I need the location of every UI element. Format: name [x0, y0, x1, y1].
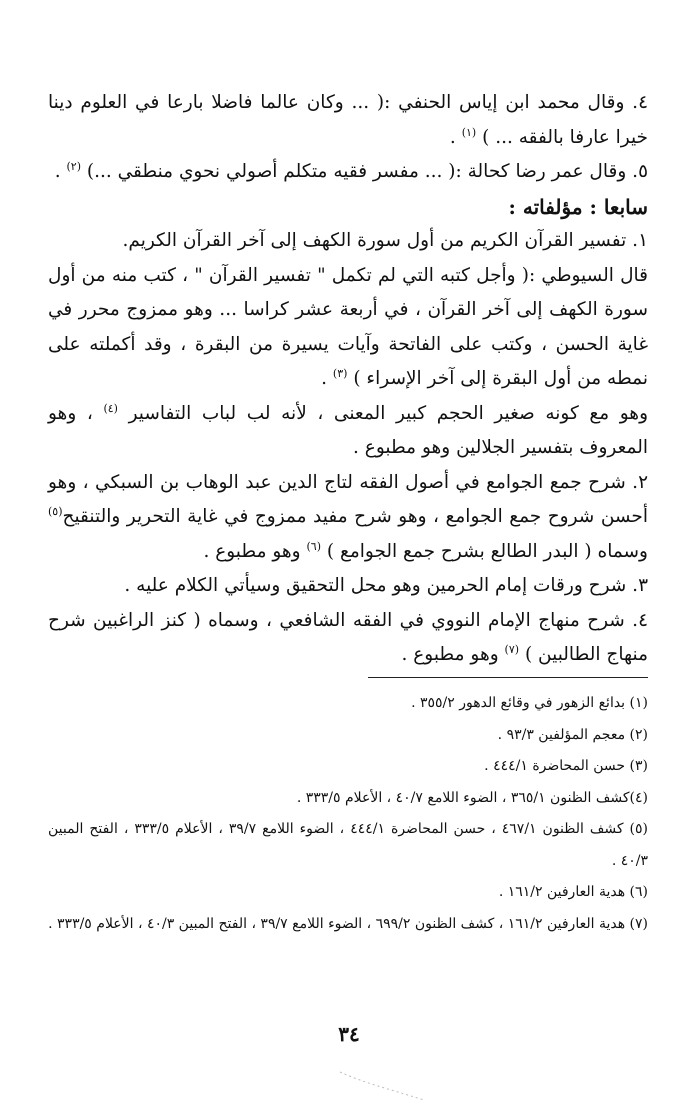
page-number: ٣٤ — [338, 1022, 360, 1046]
footnotes-section — [48, 688, 648, 940]
footnote-1: (١) بدائع الزهور في وقائع الدهور ٣٥٥/٢ . — [411, 695, 648, 711]
paragraph-jalalayn: وهو مع كونه صغير الحجم كبير المعنى ، لأنه لب لباب التفاسير $^{(٤)}$ ، وهو المعروف بتفسير الجلالين وهو مطبوع . — [48, 401, 648, 458]
footnote-ref-4[interactable]: (٤) — [103, 401, 118, 415]
scan-artifact-mark — [338, 1068, 428, 1104]
paragraph-work-jam-jawami: ٢. شرح جمع الجوامع في أصول الفقه لتاج الدين عبد الوهاب بن السبكي ، وهو أحسن شروح جمع الجوامع ، وهو شرح مفيد ممزوج في غاية التحرير والتنقيح$^{(٥)}$ وسماه ( البدر الطالع بشرح جمع الجوامع ) $^{(٦)}$ وهو مطبوع . — [48, 471, 648, 562]
footnote-7: (٧) هدية العارفين ١٦١/٢ ، كشف الظنون ٦٩٩/٢ ، الضوء اللامع ٣٩/٧ ، الفتح المبين ٤٠/٣ ، الأعلام ٣٣٣/٥ . — [48, 915, 648, 932]
paragraph-work-waraqat: ٣. شرح ورقات إمام الحرمين وهو محل التحقيق وسيأتي الكلام عليه . — [124, 575, 648, 596]
footnote-separator — [368, 677, 648, 678]
footnote-6: (٦) هدية العارفين ١٦١/٢ . — [498, 884, 648, 900]
footnote-ref-1[interactable]: (١) — [461, 125, 477, 139]
paragraph-work-tafsir: ١. تفسير القرآن الكريم من أول سورة الكهف إلى آخر القرآن الكريم. — [122, 230, 648, 251]
paragraph-kahhala-quote: ٥. وقال عمر رضا كحالة :( ... مفسر فقيه متكلم أصولي نحوي منطقي ...) $^{(٢)}$ . — [54, 159, 648, 182]
footnote-ref-3[interactable]: (٣) — [332, 366, 348, 380]
footnote-ref-7[interactable]: (٧) — [504, 642, 520, 656]
paragraph-ibn-iyas-quote: ٤. وقال محمد ابن إياس الحنفي :( ... وكان عالما فاضلا بارعا في العلوم دينا خيرا عارفا بالفقه ... ) $^{(١)}$ . — [48, 92, 648, 148]
footnote-ref-5[interactable]: (٥) — [48, 504, 63, 518]
footnote-2: (٢) معجم المؤلفين ٩٣/٣ . — [497, 726, 648, 743]
main-text — [48, 86, 648, 673]
footnote-3: (٣) حسن المحاضرة ٤٤٤/١ . — [484, 758, 648, 774]
footnote-ref-6[interactable]: (٦) — [306, 539, 322, 553]
paragraph-suyuti-quote: قال السيوطي :( وأجل كتبه التي لم تكمل " تفسير القرآن " ، كتب منه من أول سورة الكهف إلى آخر القرآن ، في أربعة عشر كراسا ... وهو ممزوج محرر في غاية الحسن ، وكتب على الفاتحة وآيات يسيرة من البقرة ، وقد أكملته على نمطه من أول البقرة إلى آخر الإسراء ) $^{(٣)}$ . — [48, 264, 648, 389]
footnote-4: (٤)كشف الظنون ٣٦٥/١ ، الضوء اللامع ٤٠/٧ ، الأعلام ٣٣٣/٥ . — [296, 789, 648, 806]
footnote-5: (٥) كشف الظنون ٤٦٧/١ ، حسن المحاضرة ٤٤٤/١ ، الضوء اللامع ٣٩/٧ ، الأعلام ٣٣٣/٥ ، الفتح المبين ٤٠/٣ . — [48, 821, 649, 869]
footnote-ref-2[interactable]: (٢) — [66, 159, 81, 173]
paragraph-work-minhaj: ٤. شرح منهاج الإمام النووي في الفقه الشافعي ، وسماه ( كنز الراغبين شرح منهاج الطالبين ) $^{(٧)}$ وهو مطبوع . — [48, 609, 648, 665]
section-heading: سابعا : مؤلفاته : — [508, 194, 648, 219]
